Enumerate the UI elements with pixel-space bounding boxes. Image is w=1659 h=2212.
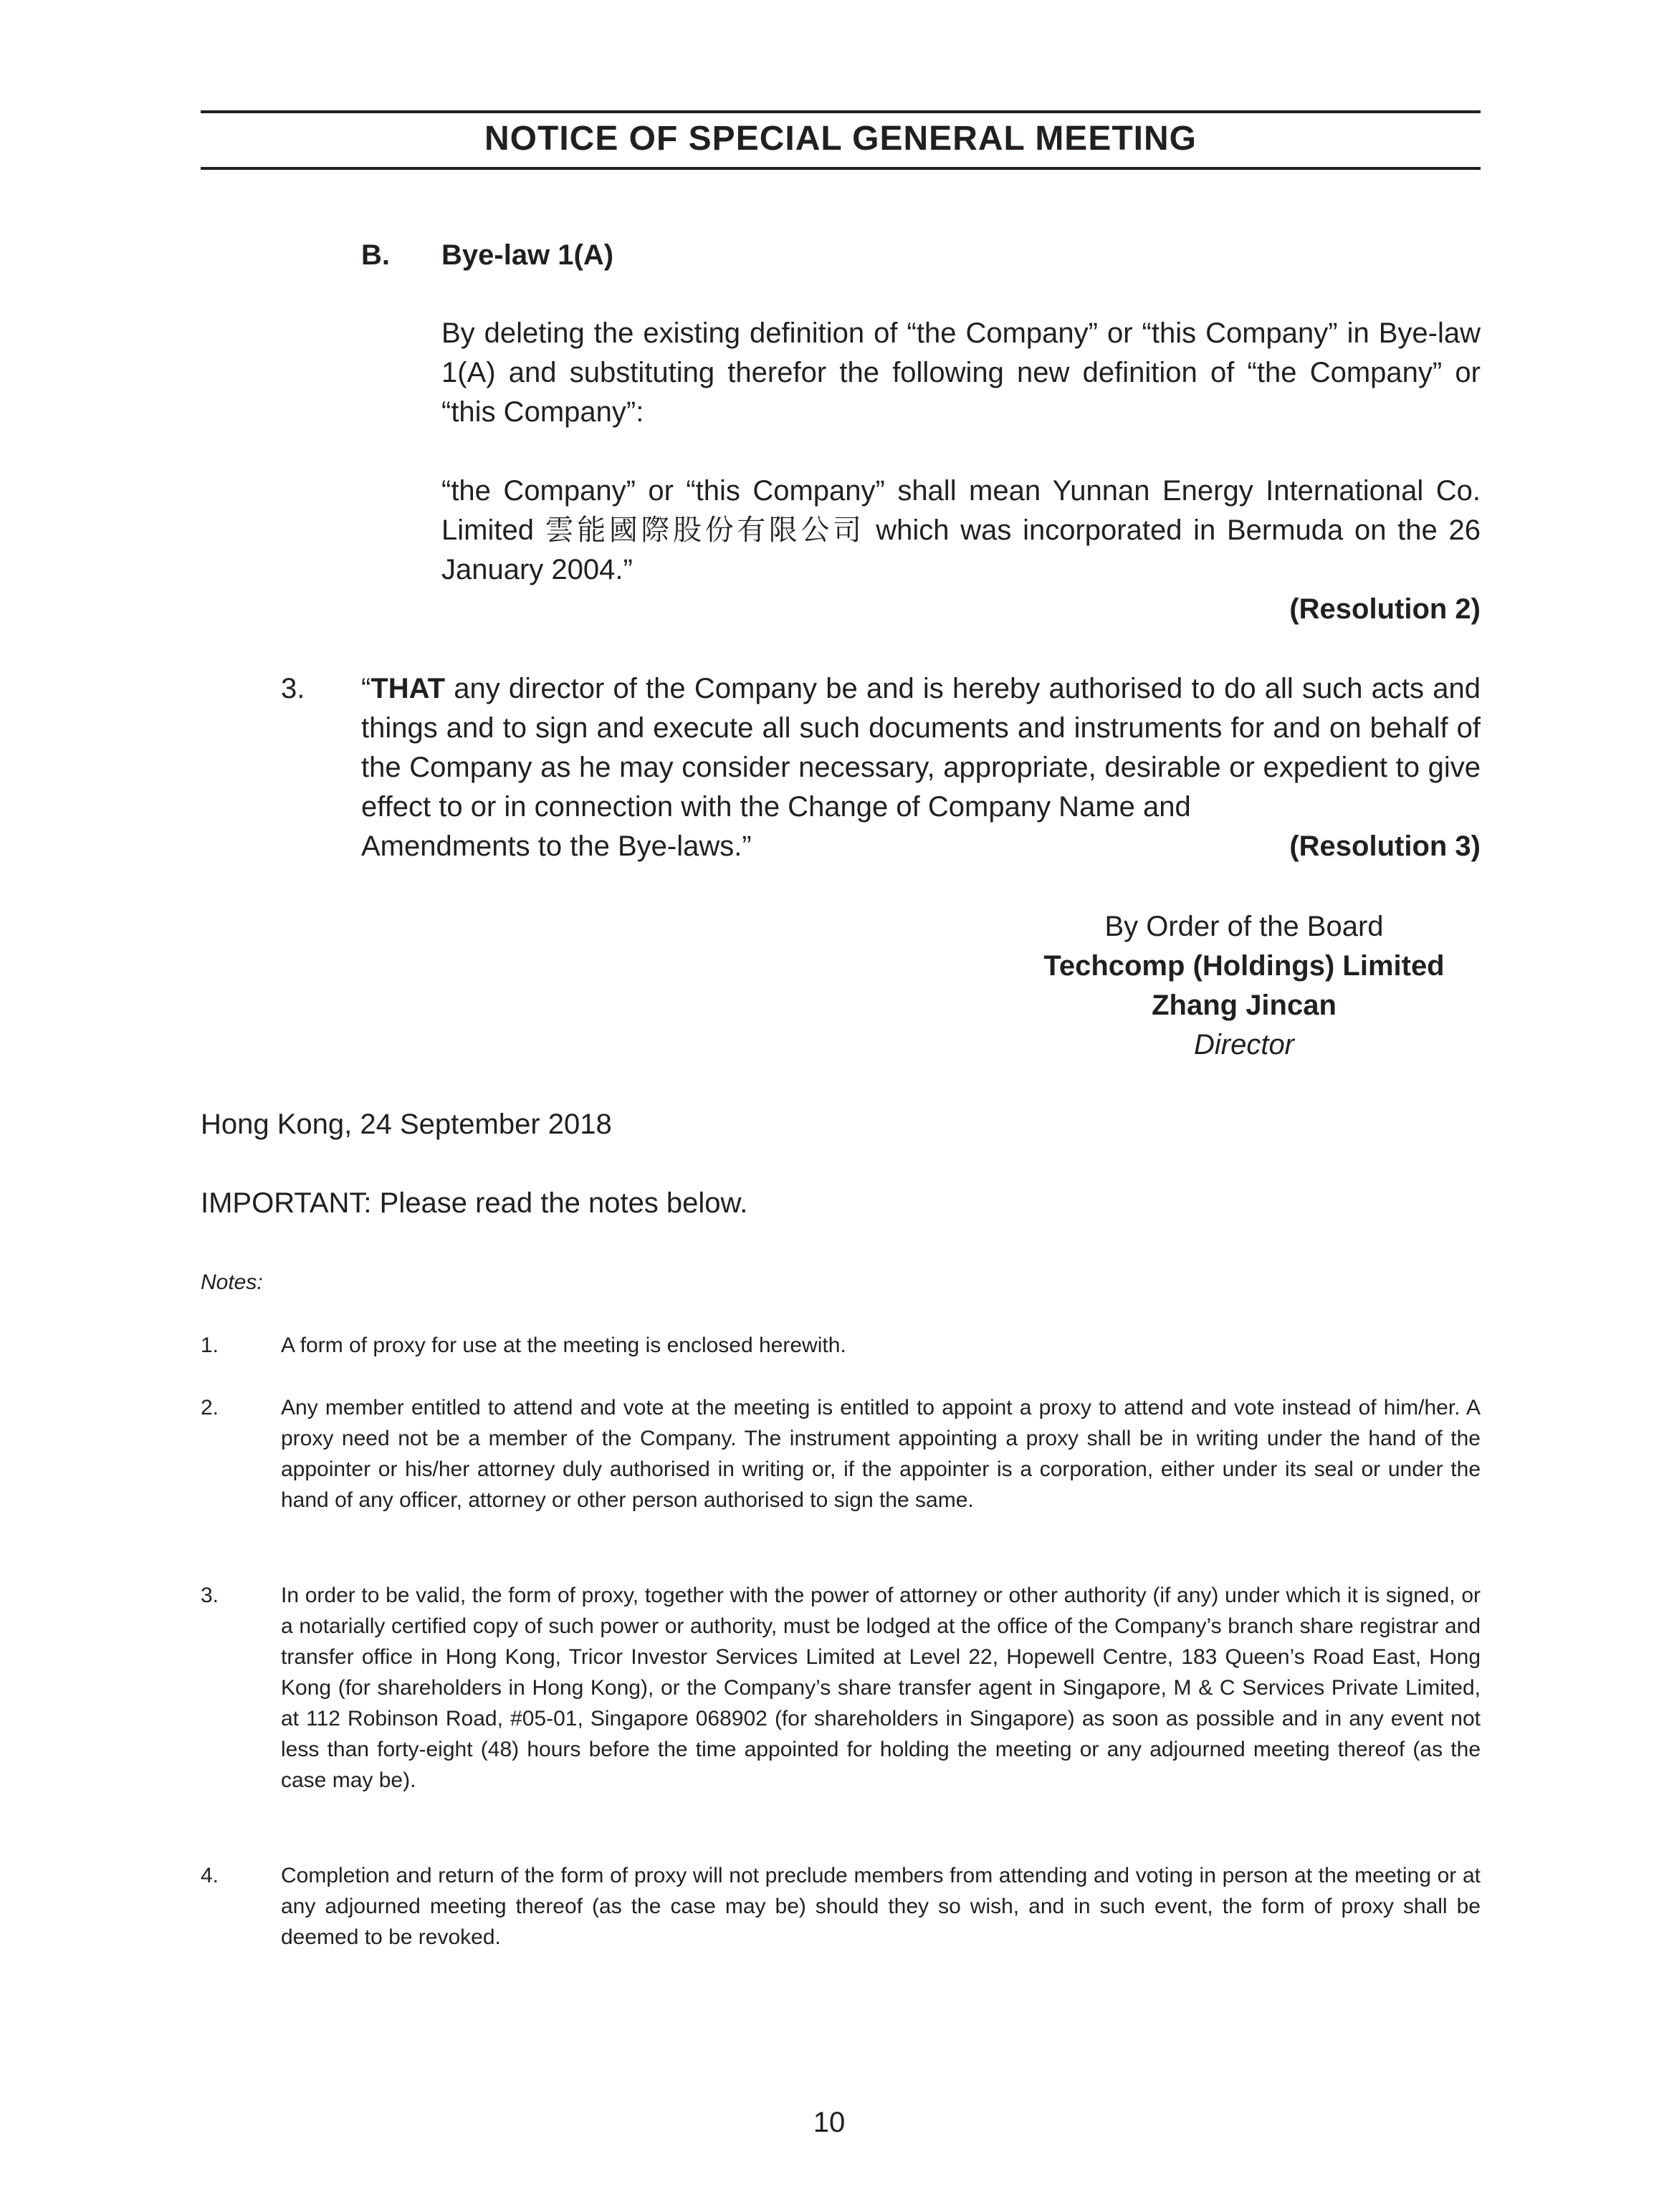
header-top-rule [201, 110, 1481, 113]
item-3-open-quote: “ [361, 673, 371, 704]
item-3-number: 3. [281, 673, 305, 704]
item-3-paragraph [361, 669, 1481, 827]
note-3-number: 3. [201, 1584, 219, 1607]
page-number: 10 [813, 2107, 846, 2138]
signature-order-line: By Order of the Board [1104, 911, 1384, 942]
page-title: NOTICE OF SPECIAL GENERAL MEETING [484, 120, 1197, 158]
note-2-number: 2. [201, 1396, 219, 1419]
signature-name: Zhang Jincan [1152, 990, 1337, 1021]
note-3-text: In order to be valid, the form of proxy, together with the power of attorney or other authority (if any) under which it is signed, or a notarially certified copy of such power or authority, must be lodged at the office of the Company’s branch share registrar and transfer office in Hong Kong, Tricor Investor Services Limited at Level 22, Hopewell Centre, 183 Queen’s Road East, Hong Kong (for shareholders in Hong Kong), or the Company’s share transfer agent in Singapore, M & C Services Private Limited, at 112 Robinson Road, #05-01, Singapore 068902 (for shareholders in Singapore) as soon as possible and in any event not less than forty-eight (48) hours before the time appointed for holding the meeting or any adjourned meeting thereof (as the case may be). [281, 1584, 1481, 1792]
important-notice: IMPORTANT: Please read the notes below. [201, 1187, 748, 1219]
signature-title: Director [1193, 1029, 1295, 1060]
resolution-2-label: (Resolution 2) [1289, 593, 1481, 625]
note-2-text: Any member entitled to attend and vote at the meeting is entitled to appoint a proxy to attend and vote instead of him/her. A proxy need not be a member of the Company. The instrument appointing a proxy shall be in writing under the hand of the appointer or his/her attorney duly authorised in writing or, if the appointer is a corporation, either under its seal or under the hand of any officer, attorney or other person authorised to sign the same. [281, 1396, 1481, 1512]
section-b-paragraph-1: By deleting the existing definition of “the Company” or “this Company” in Bye-law 1(A) and substituting therefor the following new definition of “the Company” or “this Company”: [441, 317, 1481, 428]
section-b-label: B. [361, 239, 390, 271]
item-3-text: any director of the Company be and is hereby authorised to do all such acts and things and to sign and execute all such documents and instruments for and on behalf of the Company as he may consider necessary, appropriate, desirable or expedient to give effect to or in connection with the Change of Company Name and [361, 673, 1481, 823]
item-3-that: THAT [370, 673, 445, 704]
notes-heading: Notes: [201, 1270, 263, 1294]
item-3-last-line: Amendments to the Bye-laws.” [361, 830, 752, 862]
section-b-heading: Bye-law 1(A) [441, 239, 614, 271]
note-1-number: 1. [201, 1334, 219, 1357]
note-4-number: 4. [201, 1864, 219, 1887]
signature-company: Techcomp (Holdings) Limited [1043, 950, 1445, 982]
note-4-text: Completion and return of the form of proxy will not preclude members from attending and voting in person at the meeting or at any adjourned meeting thereof (as the case may be) should they so wish, and in such event, the form of proxy shall be deemed to be revoked. [281, 1864, 1481, 1949]
header-bottom-rule [201, 167, 1481, 170]
resolution-3-label: (Resolution 3) [1289, 830, 1481, 862]
note-1-text: A form of proxy for use at the meeting is enclosed herewith. [281, 1334, 846, 1357]
place-date: Hong Kong, 24 September 2018 [201, 1109, 612, 1140]
section-b-paragraph-2: “the Company” or “this Company” shall mean Yunnan Energy International Co. Limited 雲能國際股份有限公司 which was incorporated in Bermuda on the 26 January 2004.” [441, 475, 1481, 585]
